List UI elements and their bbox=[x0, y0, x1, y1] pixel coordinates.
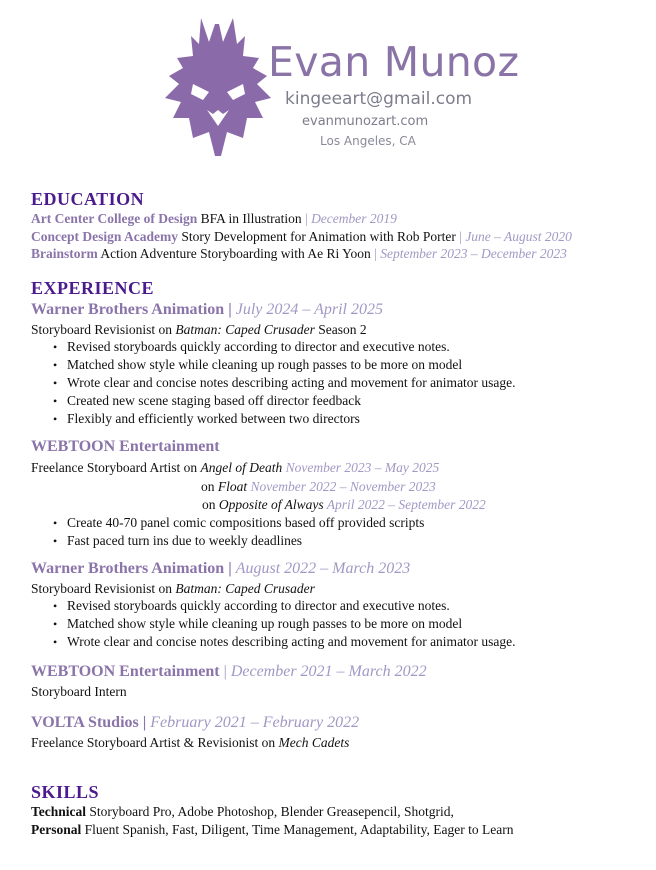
separator: | bbox=[138, 713, 151, 731]
separator: | bbox=[304, 211, 312, 226]
project-prefix: on bbox=[202, 497, 219, 512]
company-name: WEBTOON Entertainment bbox=[31, 663, 220, 680]
skills-list: Fluent Spanish, Fast, Diligent, Time Management, Adaptability, Eager to Learn bbox=[81, 821, 514, 837]
show-title: Mech Cadets bbox=[278, 734, 350, 750]
list-item: • Revised storyboards quickly according to director and executive notes. bbox=[67, 597, 646, 615]
company-line bbox=[31, 436, 646, 458]
list-item: • Revised storyboards quickly according to director and executive notes. bbox=[67, 338, 646, 356]
list-item: • Created new scene staging based off director feedback bbox=[67, 392, 646, 410]
separator: | bbox=[219, 663, 231, 680]
company-name: Warner Brothers Animation bbox=[31, 559, 225, 577]
degree: Story Development for Animation with Rob Porter bbox=[178, 228, 460, 244]
company-line bbox=[31, 558, 646, 580]
separator: | bbox=[224, 300, 236, 318]
job-entry bbox=[31, 712, 646, 752]
skills-heading: SKILLS bbox=[31, 782, 100, 802]
company-line bbox=[31, 661, 646, 683]
separator: | bbox=[374, 246, 381, 261]
list-item: • Wrote clear and concise notes describing acting and movement for animator usage. bbox=[67, 374, 646, 392]
school-name: Art Center College of Design bbox=[31, 211, 198, 226]
date-range: April 2022 – September 2022 bbox=[323, 497, 486, 512]
skills-label: Technical bbox=[31, 804, 87, 819]
job-entry bbox=[31, 661, 646, 701]
role: Freelance Storyboard Artist on bbox=[31, 460, 201, 475]
date-range: November 2022 – November 2023 bbox=[247, 479, 436, 494]
education-heading: EDUCATION bbox=[31, 189, 145, 209]
date-range: September 2023 – December 2023 bbox=[380, 246, 567, 261]
experience-heading: EXPERIENCE bbox=[31, 277, 155, 298]
project-title: Opposite of Always bbox=[218, 497, 324, 512]
school-name: Concept Design Academy bbox=[31, 228, 178, 244]
website-link[interactable]: evanmunozart.com bbox=[302, 114, 429, 129]
location: Los Angeles, CA bbox=[320, 134, 416, 148]
degree: Action Adventure Storyboarding with Ae Ri Yoon bbox=[97, 246, 375, 261]
bullet-list bbox=[31, 514, 646, 550]
project-line bbox=[31, 477, 646, 496]
bullet-list bbox=[31, 597, 646, 651]
resume-body bbox=[31, 188, 646, 838]
date-range: November 2023 – May 2025 bbox=[282, 460, 440, 475]
role: Storyboard Revisionist on bbox=[31, 321, 176, 337]
date-range: June – August 2020 bbox=[465, 228, 572, 244]
company-name: VOLTA Studios bbox=[31, 713, 139, 731]
education-item bbox=[31, 245, 646, 263]
skills-list: Storyboard Pro, Adobe Photoshop, Blender Greasepencil, Shotgrid, bbox=[86, 804, 454, 819]
role-line bbox=[31, 734, 646, 752]
list-item: • Flexibly and efficiently worked between two directors bbox=[67, 410, 646, 428]
separator: | bbox=[459, 228, 466, 244]
list-item: • Matched show style while cleaning up rough passes to be more on model bbox=[67, 615, 646, 633]
list-item: • Fast paced turn ins due to weekly deadlines bbox=[67, 532, 646, 550]
job-entry bbox=[31, 558, 646, 652]
company-name: Warner Brothers Animation bbox=[31, 300, 225, 318]
company-line bbox=[31, 712, 646, 734]
list-item: • Matched show style while cleaning up rough passes to be more on model bbox=[67, 356, 646, 374]
date-range: December 2019 bbox=[311, 211, 397, 226]
technical-skills bbox=[31, 803, 646, 821]
job-entry bbox=[31, 436, 646, 550]
personal-skills bbox=[31, 821, 646, 839]
date-range: February 2021 – February 2022 bbox=[150, 713, 360, 731]
role-line bbox=[31, 580, 646, 598]
education-item bbox=[31, 228, 646, 246]
date-range: December 2021 – March 2022 bbox=[230, 663, 427, 680]
education-list bbox=[31, 210, 646, 263]
role: Storyboard Revisionist on bbox=[31, 580, 176, 596]
candidate-name: Evan Munoz bbox=[268, 38, 520, 86]
show-title: Batman: Caped Crusader bbox=[175, 580, 315, 596]
education-item bbox=[31, 210, 646, 228]
date-range: July 2024 – April 2025 bbox=[235, 300, 383, 318]
separator: | bbox=[224, 559, 236, 577]
list-item: • Wrote clear and concise notes describing acting and movement for animator usage. bbox=[67, 633, 646, 651]
job-entry bbox=[31, 299, 646, 429]
company-line bbox=[31, 299, 646, 321]
project-line bbox=[31, 496, 646, 514]
show-title: Batman: Caped Crusader bbox=[175, 321, 315, 337]
resume-header bbox=[0, 0, 656, 175]
degree: BFA in Illustration bbox=[197, 211, 305, 226]
email-address[interactable]: kingeeart@gmail.com bbox=[285, 89, 473, 109]
role-suffix: Season 2 bbox=[314, 321, 367, 337]
project-prefix: on bbox=[201, 479, 218, 494]
project-title: Angel of Death bbox=[200, 460, 283, 475]
project-title: Float bbox=[217, 479, 248, 494]
role-line: Storyboard Intern bbox=[31, 684, 127, 699]
date-range: August 2022 – March 2023 bbox=[235, 559, 411, 577]
bullet-list bbox=[31, 338, 646, 428]
school-name: Brainstorm bbox=[31, 246, 98, 261]
skills-label: Personal bbox=[31, 821, 82, 837]
dragon-logo-icon bbox=[163, 14, 273, 160]
company-name: WEBTOON Entertainment bbox=[31, 438, 220, 455]
role: Freelance Storyboard Artist & Revisionist on bbox=[31, 734, 279, 750]
list-item: • Create 40-70 panel comic compositions based off provided scripts bbox=[67, 514, 646, 532]
role-line bbox=[31, 321, 646, 339]
role-line bbox=[31, 458, 646, 477]
